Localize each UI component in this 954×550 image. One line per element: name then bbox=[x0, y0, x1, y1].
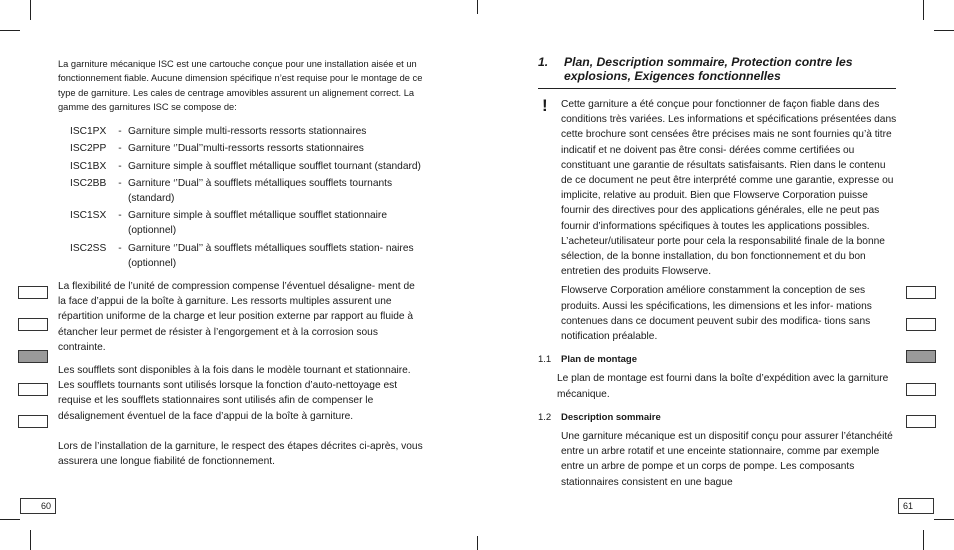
model-dash: - bbox=[118, 177, 122, 189]
model-list bbox=[58, 124, 424, 271]
model-code: ISC2SS bbox=[70, 242, 107, 254]
subsection-title: Description sommaire bbox=[561, 411, 661, 423]
left-page bbox=[58, 57, 424, 469]
crop-mark bbox=[30, 530, 31, 550]
warning-icon: ! bbox=[542, 96, 548, 115]
section-tab bbox=[906, 383, 936, 396]
model-code: ISC2BB bbox=[70, 177, 107, 189]
section-tab bbox=[18, 286, 48, 299]
warning-paragraph: Cette garniture a été conçue pour fonctionner de façon fiable dans des conditions très variées. Les informations et spécifications présentées dans cette brochure sont censées être précises mais ne sont fournies qu’à titre indicatif et ne doivent pas être consi- dérées comme certifiées ou constituant une garantie de résultats satisfaisants. Rien dans le contenu de ce document ne peut être interprété comme une garantie, expresse ou implicite, relative au produit. Bien que Flowserve Corporation puisse fournir des directives pour des applications générales, elle ne peut pas fournir d’informations spécifiques à toutes les applications possibles. L’acheteur/utilisateur porte pour cela la responsabilité finale de la bonne sélection, de la bonne installation, du bon fonctionnement et du bon entretien des produits Flowserve. bbox=[561, 99, 897, 278]
model-row bbox=[58, 124, 424, 139]
section-tab bbox=[906, 318, 936, 331]
model-code: ISC1SX bbox=[70, 210, 107, 222]
page-number-right: 61 bbox=[898, 498, 934, 514]
crop-mark bbox=[934, 30, 954, 31]
heading-rule bbox=[538, 88, 896, 89]
installation-paragraph: Lors de l’installation de la garniture, le respect des étapes décrites ci-après, vous assurera une longue fiabilité de fonctionnement. bbox=[58, 440, 423, 468]
model-row bbox=[58, 141, 424, 156]
crop-mark bbox=[0, 30, 20, 31]
subsection-number: 1.1 bbox=[538, 354, 552, 366]
model-row bbox=[58, 176, 424, 206]
model-row bbox=[58, 241, 424, 271]
model-row bbox=[58, 208, 424, 238]
model-dash: - bbox=[118, 210, 122, 222]
model-description: Garniture simple multi-ressorts ressorts stationnaires bbox=[128, 126, 367, 138]
section-tab bbox=[18, 415, 48, 428]
subsection-text: Le plan de montage est fourni dans la boîte d’expédition avec la garniture mécanique. bbox=[557, 373, 889, 400]
right-page bbox=[538, 55, 898, 490]
subsection-heading bbox=[538, 410, 898, 425]
model-code: ISC2PP bbox=[70, 143, 107, 155]
crop-mark bbox=[934, 519, 954, 520]
model-description: Garniture ‘’Dual’’multi-ressorts ressorts stationnaires bbox=[128, 143, 364, 155]
crop-mark bbox=[477, 536, 478, 550]
subsection-heading bbox=[538, 352, 898, 367]
subsection-text: Une garniture mécanique est un dispositif conçu pour assurer l’étanchéité entre un arbre rotatif et une enceinte stationnaire, comme par exemple entre un arbre de pompe et un corps de pompe. Les composants stationnaires consistent en une bague bbox=[561, 431, 893, 488]
subsection-body bbox=[557, 371, 898, 401]
flexibility-paragraph: La flexibilité de l’unité de compression compense l’éventuel désaligne- ment de la face d’appui de la boîte à garniture. Les ressorts multiples assurent une répartition uniforme de la charge et leur position externe par rapport au fluide à étancher leur permet de résister à l’engorgement et à la corrosion sous contrainte. bbox=[58, 281, 415, 353]
model-description: Garniture simple à soufflet métallique soufflet stationnaire (optionnel) bbox=[128, 210, 387, 237]
model-row bbox=[58, 159, 424, 174]
crop-mark bbox=[923, 530, 924, 550]
intro-paragraph: La garniture mécanique ISC est une cartouche conçue pour une installation aisée et un fonctionnement fiable. Aucune dimension spécifique n’est requise pour le montage de ce type de garniture. Les cales de centrage amovibles assurent un alignement correct. La gamme des garnitures ISC se compose de: bbox=[58, 59, 423, 112]
section-tab bbox=[18, 383, 48, 396]
section-tab-active bbox=[18, 350, 48, 363]
model-dash: - bbox=[118, 242, 122, 254]
model-description: Garniture ‘’Dual’’ à soufflets métalliques soufflets tournants (standard) bbox=[128, 177, 393, 204]
model-code: ISC1BX bbox=[70, 160, 107, 172]
crop-mark bbox=[30, 0, 31, 20]
model-dash: - bbox=[118, 160, 122, 172]
section-tab bbox=[906, 286, 936, 299]
model-description: Garniture simple à soufflet métallique soufflet tournant (standard) bbox=[128, 160, 421, 172]
subsection-title: Plan de montage bbox=[561, 354, 638, 366]
section-tab-active bbox=[906, 350, 936, 363]
page-number-left: 60 bbox=[20, 498, 56, 514]
model-dash: - bbox=[118, 126, 122, 138]
subsection-number: 1.2 bbox=[538, 411, 552, 423]
improvement-paragraph: Flowserve Corporation améliore constamment la conception de ses produits. Aussi les spécifications, les dimensions et les infor- mations contenues dans ce document peuvent subir des modifica- tions sans notification préalable. bbox=[561, 285, 872, 343]
crop-mark bbox=[0, 519, 20, 520]
subsection-body bbox=[561, 429, 898, 490]
crop-mark bbox=[477, 0, 478, 14]
heading-text: Plan, Description sommaire, Protection contre les explosions, Exigences fonctionnelles bbox=[564, 55, 853, 83]
bellows-paragraph: Les soufflets sont disponibles à la fois dans le modèle tournant et stationnaire. Les soufflets tournants sont utilisés lorsque la fonction d’auto-nettoyage est requise et les soufflets stationnaires sont utilisés afin de compenser le désalignement éventuel de la face d’appui de la boîte à garniture. bbox=[58, 365, 411, 422]
section-heading bbox=[538, 55, 898, 83]
model-description: Garniture ‘’Dual’’ à soufflets métalliques soufflets station- naires (optionnel) bbox=[128, 242, 414, 269]
section-tab bbox=[18, 318, 48, 331]
model-dash: - bbox=[118, 143, 122, 155]
crop-mark bbox=[923, 0, 924, 20]
model-code: ISC1PX bbox=[70, 126, 107, 138]
heading-number: 1. bbox=[538, 55, 549, 69]
section-tab bbox=[906, 415, 936, 428]
warning-body bbox=[561, 97, 898, 344]
